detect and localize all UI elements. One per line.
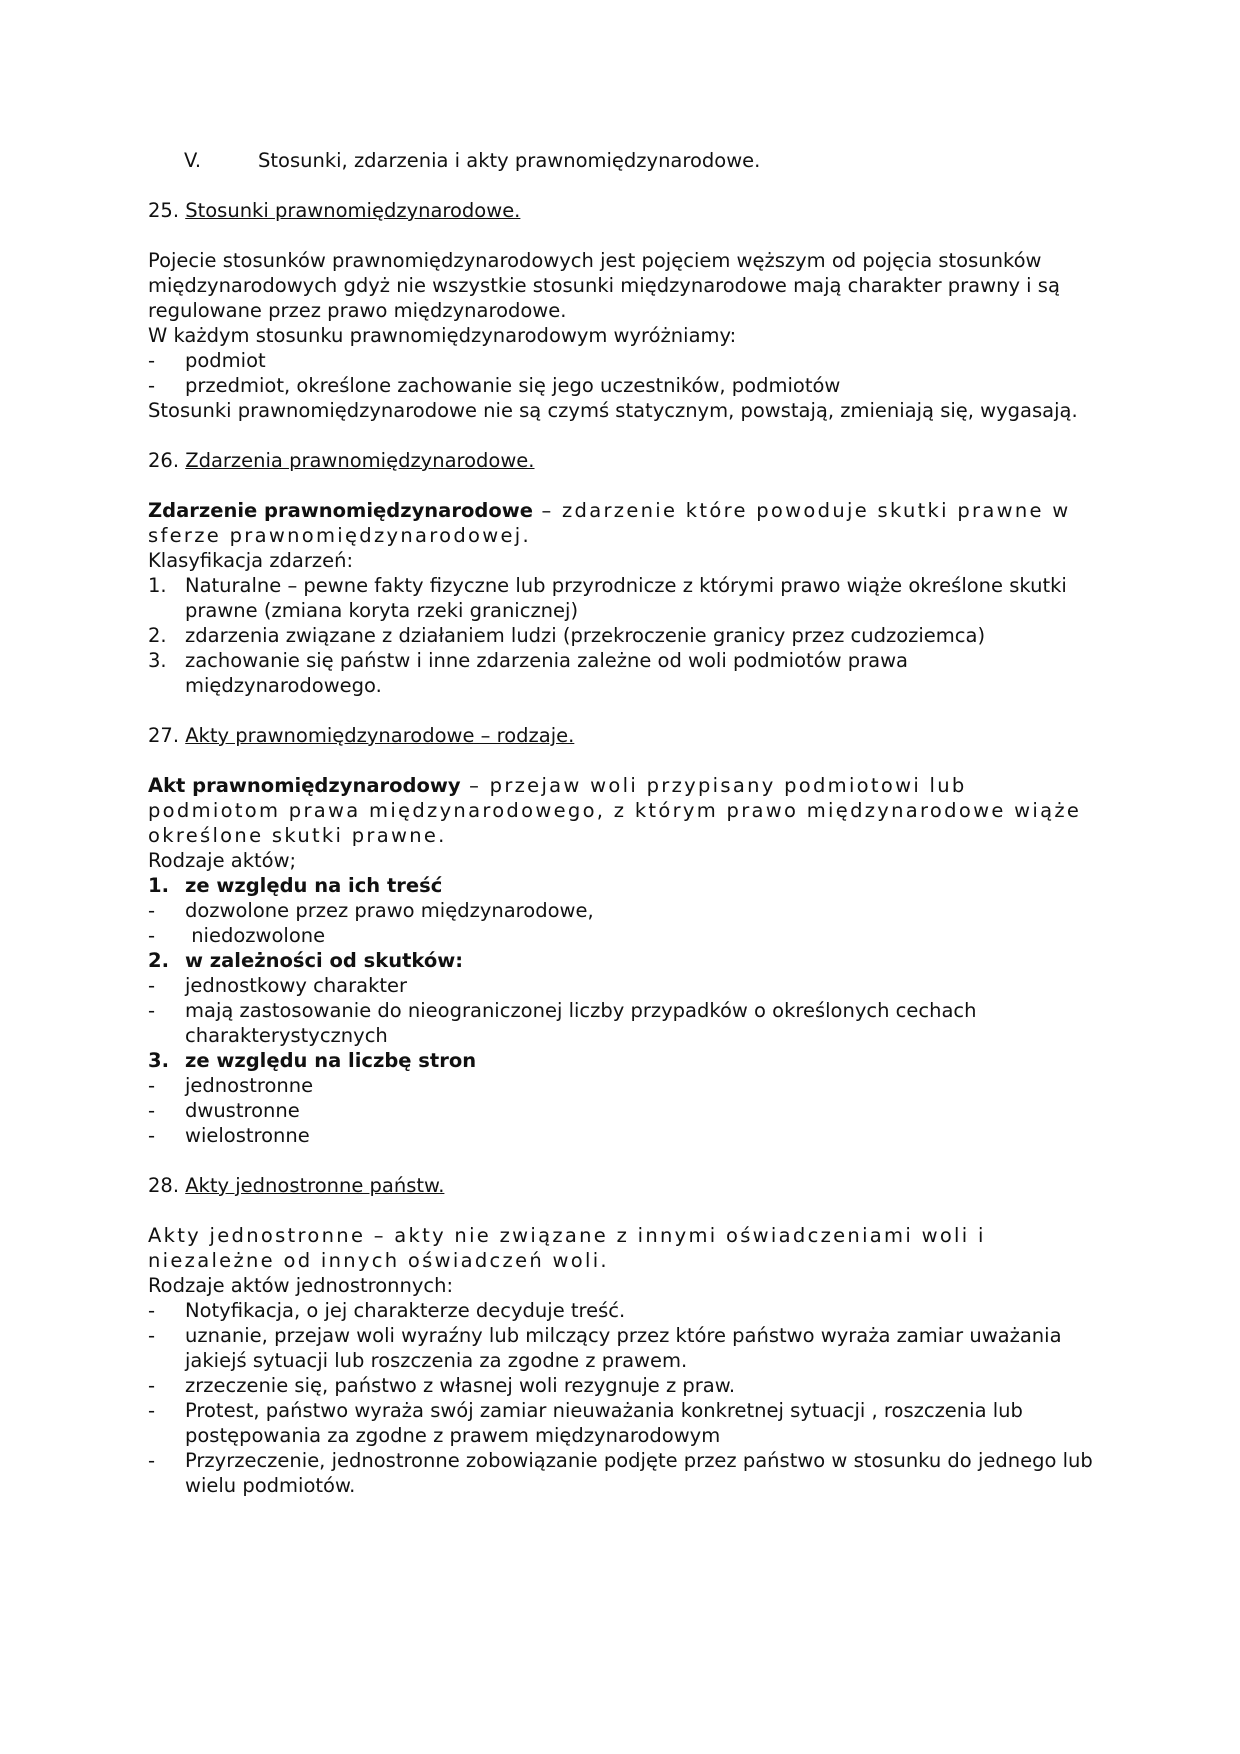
list-item: - dozwolone przez prawo międzynarodowe, — [148, 899, 594, 922]
section-26-number: 26. — [148, 449, 180, 472]
section-25-outro: Stosunki prawnomiędzynarodowe nie są czymś statycznym, powstają, zmieniają się, wygasają. — [148, 399, 1078, 422]
section-28-lead: Rodzaje aktów jednostronnych: — [148, 1274, 454, 1297]
section-27-number: 27. — [148, 724, 180, 747]
document-content — [148, 148, 1098, 1498]
definition-term: Akt prawnomiędzynarodowy — [148, 774, 461, 797]
group-heading: 1. ze względu na ich treść — [148, 874, 443, 897]
group-heading: 2. w zależności od skutków: — [148, 949, 464, 972]
list-item: - mają zastosowanie do nieograniczonej liczby przypadków o określonych cechach charakterystycznych — [148, 999, 977, 1047]
list-item: - wielostronne — [148, 1124, 310, 1147]
list-item: 2. zdarzenia związane z działaniem ludzi (przekroczenie granicy przez cudzoziemca) — [148, 624, 986, 647]
section-28-number: 28. — [148, 1174, 180, 1197]
list-item: 3. zachowanie się państw i inne zdarzenia zależne od woli podmiotów prawa międzynarodowego. — [148, 649, 908, 697]
list-item: - przedmiot, określone zachowanie się jego uczestników, podmiotów — [148, 374, 841, 397]
section-26-definition: Zdarzenie prawnomiędzynarodowe – zdarzenie które powoduje skutki prawne w sferze prawnomiędzynarodowej. — [148, 499, 1071, 547]
list-item: - uznanie, przejaw woli wyraźny lub milczący przez które państwo wyraża zamiar uważania jakiejś sytuacji lub roszczenia za zgodne z prawem. — [148, 1324, 1062, 1372]
list-item: 1. Naturalne – pewne fakty fizyczne lub przyrodnicze z którymi prawo wiąże określone skutki prawne (zmiana koryta rzeki granicznej) — [148, 574, 1067, 622]
section-25-heading — [148, 198, 1098, 223]
section-27-heading — [148, 723, 1098, 748]
section-27-definition: Akt prawnomiędzynarodowy – przejaw woli przypisany podmiotowi lub podmiotom prawa międzynarodowego, z którym prawo międzynarodowe wiąże określone skutki prawne. — [148, 774, 1082, 847]
section-28-definition: Akty jednostronne – akty nie związane z innymi oświadczeniami woli i niezależne od innych oświadczeń woli. — [148, 1224, 986, 1272]
section-28-heading — [148, 1173, 1098, 1198]
section-27-lead: Rodzaje aktów; — [148, 849, 297, 872]
list-item: - Protest, państwo wyraża swój zamiar nieuważania konkretnej sytuacji , roszczenia lub postępowania za zgodne z prawem międzynarodowym — [148, 1399, 1023, 1447]
list-item: - podmiot — [148, 349, 266, 372]
list-item: - Notyfikacja, o jej charakterze decyduje treść. — [148, 1299, 626, 1322]
section-27-title: Akty prawnomiędzynarodowe – rodzaje. — [185, 724, 575, 747]
list-item: - Przyrzeczenie, jednostronne zobowiązanie podjęte przez państwo w stosunku do jednego lub wielu podmiotów. — [148, 1449, 1093, 1497]
definition-term: Zdarzenie prawnomiędzynarodowe — [148, 499, 533, 522]
section-28-title: Akty jednostronne państw. — [185, 1174, 445, 1197]
chapter-number: V. — [184, 149, 202, 172]
list-item: - zrzeczenie się, państwo z własnej woli rezygnuje z praw. — [148, 1374, 736, 1397]
chapter-heading — [184, 148, 1098, 173]
section-25-title: Stosunki prawnomiędzynarodowe. — [185, 199, 521, 222]
list-item: - niedozwolone — [148, 924, 326, 947]
section-25-intro: Pojecie stosunków prawnomiędzynarodowych jest pojęciem węższym od pojęcia stosunków międzynarodowych gdyż nie wszystkie stosunki międzynarodowe mają charakter prawny i są regulowane przez prawo międzynarodowe. — [148, 249, 1060, 322]
section-25-lead: W każdym stosunku prawnomiędzynarodowym wyróżniamy: — [148, 324, 737, 347]
section-26-heading — [148, 448, 1098, 473]
section-25-number: 25. — [148, 199, 180, 222]
list-item: - dwustronne — [148, 1099, 300, 1122]
list-item: - jednostronne — [148, 1074, 314, 1097]
group-heading: 3. ze względu na liczbę stron — [148, 1049, 477, 1072]
section-26-lead: Klasyfikacja zdarzeń: — [148, 549, 354, 572]
list-item: - jednostkowy charakter — [148, 974, 408, 997]
chapter-title: Stosunki, zdarzenia i akty prawnomiędzynarodowe. — [258, 149, 761, 172]
section-26-title: Zdarzenia prawnomiędzynarodowe. — [185, 449, 535, 472]
